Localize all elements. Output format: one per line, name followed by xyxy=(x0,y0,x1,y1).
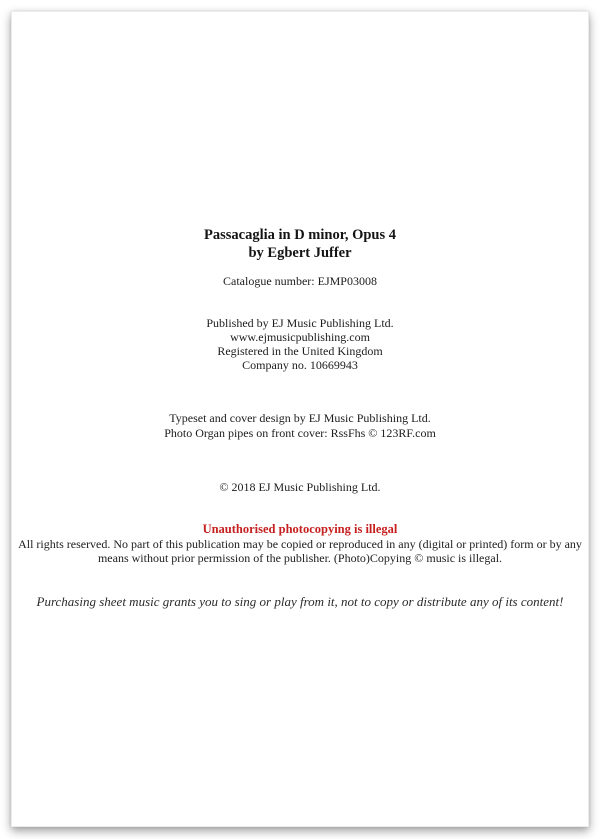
purchase-note: Purchasing sheet music grants you to sing or play from it, not to copy or distribute any of its content! xyxy=(36,594,564,609)
catalogue-number: Catalogue number: EJMP03008 xyxy=(223,274,377,288)
work-title: Passacaglia in D minor, Opus 4 xyxy=(203,227,397,243)
credits-block xyxy=(12,411,588,441)
copyright-notice: © 2018 EJ Music Publishing Ltd. xyxy=(219,480,381,494)
rights-reserved-text: All rights reserved. No part of this publication may be copied or reproduced in any (digital or printed) form or by any means without prior permission of the publisher. (Photo)Copying © music is illegal. xyxy=(18,537,582,565)
title-block xyxy=(12,226,588,262)
photo-credit-line: Photo Organ pipes on front cover: RssFhs © 123RF.com xyxy=(164,426,436,440)
publisher-info xyxy=(12,316,588,372)
photocopy-warning-heading: Unauthorised photocopying is illegal xyxy=(202,522,398,536)
work-author: by Egbert Juffer xyxy=(248,245,352,261)
publisher-website-line: www.ejmusicpublishing.com xyxy=(230,330,370,344)
publisher-name-line: Published by EJ Music Publishing Ltd. xyxy=(206,316,394,330)
publisher-registration-line: Registered in the United Kingdom xyxy=(217,344,383,358)
publisher-company-number-line: Company no. 10669943 xyxy=(242,358,358,372)
typeset-credit-line: Typeset and cover design by EJ Music Publishing Ltd. xyxy=(169,411,431,425)
document-page xyxy=(11,11,589,827)
